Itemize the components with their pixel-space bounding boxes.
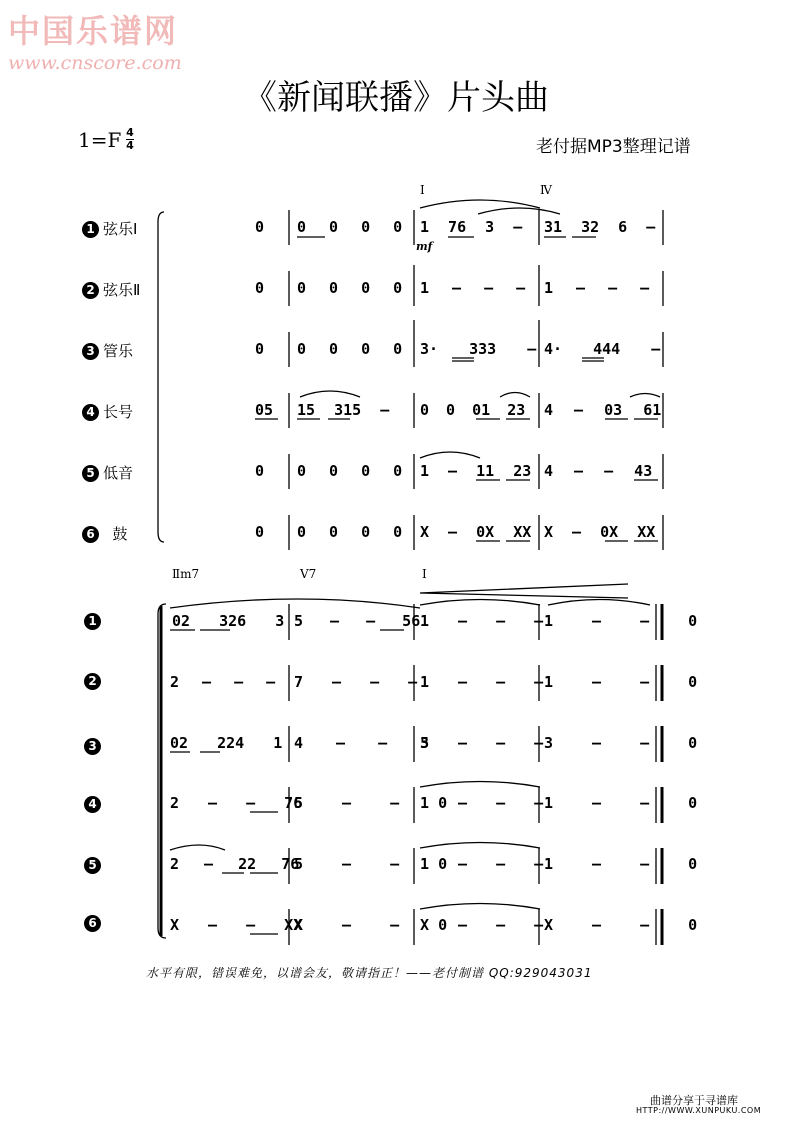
measure: 1 – – –: [420, 612, 544, 630]
chord-symbol: Ⅳ: [540, 183, 552, 197]
measure: 4 – – 43: [544, 462, 653, 480]
instrument-label: 4 长号: [82, 401, 133, 422]
measure: 0 0 01 23: [420, 401, 526, 419]
slur: [420, 600, 540, 606]
barlines-system-2: [289, 604, 539, 945]
measure: 4 – 03 61: [544, 401, 662, 419]
instrument-label: 3 管乐: [82, 340, 133, 361]
measure: 1 – – –: [420, 279, 526, 297]
measure: 3· 333 –: [420, 340, 537, 358]
measure: 1 – – 0: [544, 794, 698, 812]
chord-symbol: Ⅱm7: [172, 567, 200, 581]
measure: 05: [255, 401, 274, 419]
measure: X – 0X XX: [544, 523, 656, 541]
footer-note: 水平有限，错误难免，以谱会友，敬请指正！——老付制谱 QQ:929043031: [146, 966, 593, 980]
slur: [420, 904, 540, 910]
measure: 1 – – 0: [544, 673, 698, 691]
crescendo-hairpin: [420, 584, 628, 598]
measure: 0 0 0 0: [297, 462, 403, 480]
instrument-label: 6 鼓: [82, 523, 128, 544]
time-signature-bottom: 4: [126, 139, 134, 152]
measure: 3 – – –: [420, 734, 544, 752]
measure: 0: [255, 279, 265, 297]
instrument-number: 6: [84, 913, 105, 932]
measure: 4 – – 5: [294, 734, 430, 752]
slur: [300, 391, 360, 397]
measure: 1 – – –: [420, 673, 544, 691]
chord-symbol: Ⅰ: [422, 567, 427, 581]
measure: 0 0 0 0: [297, 340, 403, 358]
instrument-label: 1 弦乐Ⅰ: [82, 218, 137, 239]
instrument-label: 5 低音: [82, 462, 133, 483]
system-bracket: [158, 212, 164, 542]
slur: [420, 452, 480, 458]
chord-symbol: Ⅴ7: [300, 567, 317, 581]
slur: [478, 208, 560, 214]
page-title: 《新闻联播》片头曲: [243, 78, 549, 118]
instrument-number: 5: [84, 855, 105, 874]
dynamic-marking: mf: [416, 240, 433, 253]
instrument-number: 1: [84, 611, 105, 630]
slur: [420, 843, 540, 849]
measure: 0 0 0 0: [297, 523, 403, 541]
measure: 5 – – 56: [294, 612, 421, 630]
measure: 5 – – 0: [294, 794, 448, 812]
slur: [500, 393, 530, 398]
measure: 1 – – 0: [544, 855, 698, 873]
measure: 1 – 11 23: [420, 462, 532, 480]
measure: 3 – – 0: [544, 734, 698, 752]
measure: 7 – – –: [294, 673, 418, 691]
measure: 2 – 22 76: [170, 855, 300, 873]
measure: X – – –: [420, 916, 544, 934]
measure: 1 – – 0: [544, 612, 698, 630]
measure: X – – XX: [170, 916, 303, 934]
key-signature: 1=F: [78, 128, 122, 152]
transcriber-credit: 老付据MP3整理记谱: [536, 137, 691, 157]
instrument-number: 3: [84, 736, 105, 755]
chord-symbol: Ⅰ: [420, 183, 425, 197]
measure: X – – 0: [544, 916, 698, 934]
measure: 0: [255, 523, 265, 541]
measure: 1 – – –: [544, 279, 650, 297]
measure: 2 – – 76: [170, 794, 303, 812]
slur: [170, 599, 420, 608]
measure: 1 – – –: [420, 855, 544, 873]
measure: 0: [255, 218, 265, 236]
measure: 0: [255, 340, 265, 358]
measure: 15 315 –: [297, 401, 390, 419]
instrument-number: 2: [84, 671, 105, 690]
measure: 0: [255, 462, 265, 480]
slur: [420, 782, 540, 788]
measure: 2 – – –: [170, 673, 276, 691]
watermark-url: www.cnscore.com: [8, 52, 182, 74]
measure: X – – 0: [294, 916, 448, 934]
measure: 31 32 6 –: [544, 218, 656, 236]
slur: [170, 845, 225, 850]
watermark-logo: 中国乐谱网: [8, 12, 179, 50]
footer-site: 曲谱分享于寻谱库: [650, 1094, 738, 1107]
measure: 0 0 0 0: [297, 218, 403, 236]
slur: [630, 394, 660, 398]
measure: X – 0X XX: [420, 523, 532, 541]
measure: 0 0 0 0: [297, 279, 403, 297]
footer-url: HTTP://WWW.XUNPUKU.COM: [636, 1106, 762, 1115]
measure: 02 326 3: [172, 612, 285, 630]
measure: 1 76 3 –: [420, 218, 523, 236]
instrument-label: 2 弦乐Ⅱ: [82, 279, 140, 300]
slur: [420, 200, 540, 208]
time-signature-top: 4: [126, 126, 134, 139]
final-barlines: [656, 604, 662, 945]
slur: [548, 600, 650, 606]
measure: 4· 444 –: [544, 340, 661, 358]
measure: 5 – – 0: [294, 855, 448, 873]
measure: 1 – – –: [420, 794, 544, 812]
instrument-number: 4: [84, 794, 105, 813]
measure: 02 224 1: [170, 734, 283, 752]
